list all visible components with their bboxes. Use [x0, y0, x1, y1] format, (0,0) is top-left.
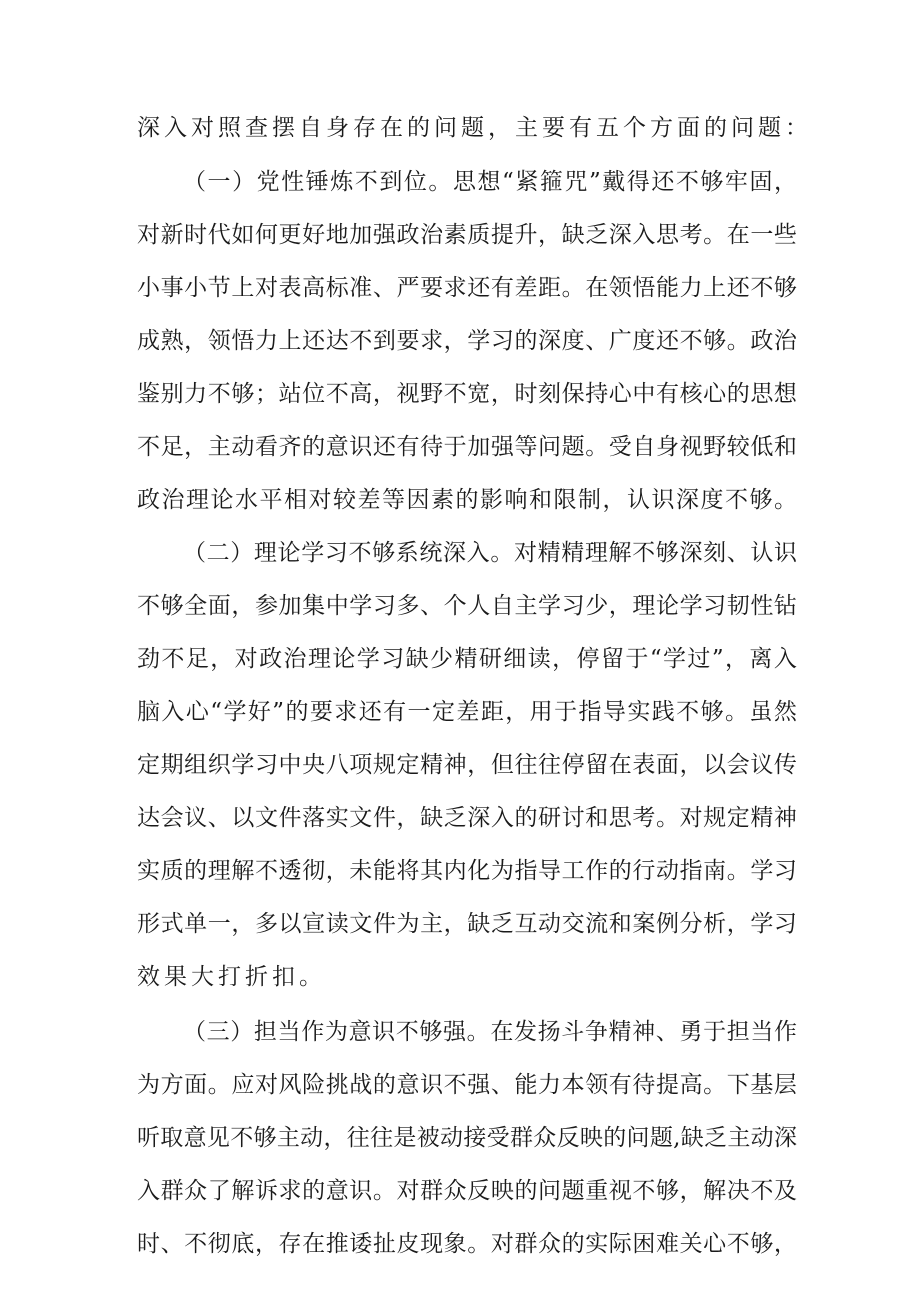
text-line — [0, 478, 920, 522]
text-line — [0, 531, 920, 575]
text-line — [0, 213, 920, 257]
line-text: 政治理论水平相对较差等因素的影响和限制，认识深度不够。 — [137, 487, 799, 513]
text-line — [0, 425, 920, 469]
line-text: 定期组织学习中央八项规定精神，但往往停留在表面，以会议传 — [137, 752, 798, 778]
text-line — [0, 1063, 920, 1107]
line-text: （三）担当作为意识不够强。在发扬斗争精神、勇于担当作 — [183, 1019, 798, 1045]
text-line — [0, 1169, 920, 1213]
line-text: （一）党性锤炼不到位。思想“紧箍咒”戴得还不够牢固， — [183, 169, 799, 195]
line-text: 不足，主动看齐的意识还有待于加强等问题。受自身视野较低和 — [137, 434, 798, 460]
text-line — [0, 796, 920, 840]
text-line — [0, 584, 920, 628]
line-text: 时、不彻底，存在推诿扯皮现象。对群众的实际困难关心不够， — [137, 1231, 798, 1257]
text-line — [0, 1116, 920, 1160]
line-text: 成熟，领悟力上还达不到要求，学习的深度、广度还不够。政治 — [137, 328, 798, 354]
text-line — [0, 743, 920, 787]
text-line — [0, 955, 920, 999]
line-text: 听取意见不够主动，往往是被动接受群众反映的问题,缺乏主动深 — [137, 1125, 798, 1151]
text-line — [0, 319, 920, 363]
line-text: 劲不足，对政治理论学习缺少精研细读，停留于“学过”，离入 — [137, 646, 799, 672]
line-text: 小事小节上对表高标准、严要求还有差距。在领悟能力上还不够 — [137, 275, 798, 301]
line-text: 形式单一，多以宣读文件为主，缺乏互动交流和案例分析，学习 — [137, 911, 798, 937]
line-text: 不够全面，参加集中学习多、个人自主学习少，理论学习韧性钻 — [137, 593, 798, 619]
text-line — [0, 160, 920, 204]
line-text: 效果大打折扣。 — [137, 964, 326, 990]
line-text: 对新时代如何更好地加强政治素质提升，缺乏深入思考。在一些 — [137, 222, 798, 248]
text-line — [0, 266, 920, 310]
text-line — [0, 849, 920, 893]
line-text: 为方面。应对风险挑战的意识不强、能力本领有待提高。下基层 — [137, 1072, 798, 1098]
line-text: 入群众了解诉求的意识。对群众反映的问题重视不够，解决不及 — [137, 1178, 798, 1204]
text-line — [0, 1222, 920, 1266]
line-text: 鉴别力不够；站位不高，视野不宽，时刻保持心中有核心的思想 — [137, 381, 798, 407]
line-text: 脑入心“学好”的要求还有一定差距，用于指导实践不够。虽然 — [137, 699, 799, 725]
text-line — [0, 690, 920, 734]
line-text: （二）理论学习不够系统深入。对精精理解不够深刻、认识 — [183, 540, 798, 566]
text-line — [0, 1010, 920, 1054]
line-text: 深入对照查摆自身存在的问题，主要有五个方面的问题： — [137, 115, 812, 141]
text-line — [0, 902, 920, 946]
line-text: 实质的理解不透彻，未能将其内化为指导工作的行动指南。学习 — [137, 858, 798, 884]
text-line — [0, 372, 920, 416]
text-line — [0, 637, 920, 681]
text-line — [0, 106, 920, 150]
line-text: 达会议、以文件落实文件，缺乏深入的研讨和思考。对规定精神 — [137, 805, 798, 831]
